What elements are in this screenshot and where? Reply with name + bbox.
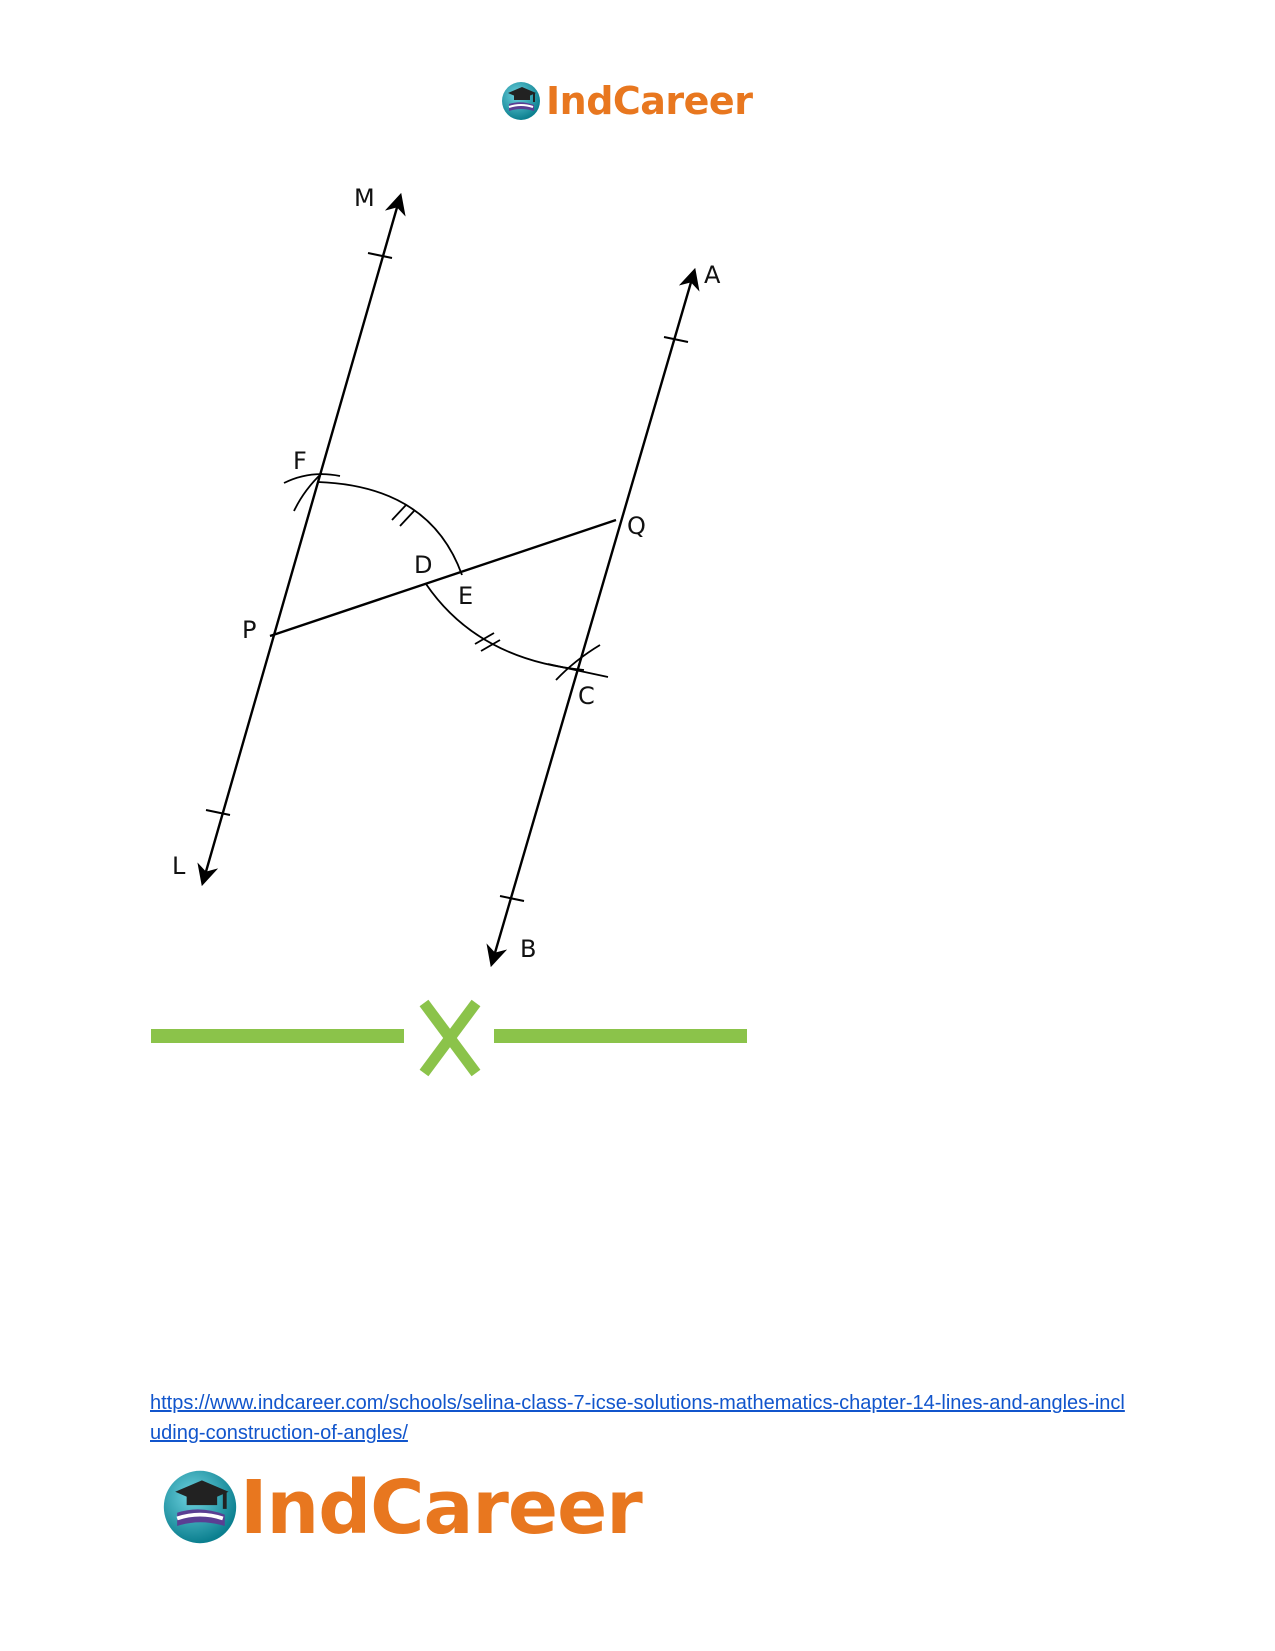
label-m: M bbox=[354, 184, 375, 212]
source-link[interactable]: https://www.indcareer.com/schools/selina-class-7-icse-solutions-mathematics-chapter-14-lines-and-angles-including-construction-of-angles/ bbox=[150, 1392, 1125, 1444]
brand-name: IndCareer bbox=[546, 79, 753, 123]
tick-lm-top bbox=[368, 253, 392, 258]
line-lm bbox=[203, 197, 400, 882]
label-e: E bbox=[458, 582, 474, 610]
double-tick-upper-1 bbox=[392, 505, 406, 520]
arc-mark-f-1 bbox=[284, 474, 340, 483]
label-l: L bbox=[172, 852, 186, 880]
label-b: B bbox=[520, 935, 537, 963]
label-c: C bbox=[578, 682, 595, 710]
arc-f-e bbox=[318, 482, 462, 575]
arc-d-c bbox=[426, 584, 584, 670]
tick-lm-bottom bbox=[206, 810, 230, 815]
x-mark-icon bbox=[424, 1003, 476, 1073]
line-ba bbox=[492, 272, 694, 963]
label-d: D bbox=[414, 551, 433, 579]
label-q: Q bbox=[627, 512, 646, 540]
label-a: A bbox=[704, 261, 721, 289]
brand-name: IndCareer bbox=[240, 1465, 642, 1551]
divider bbox=[151, 1003, 747, 1073]
graduation-cap-book-globe-icon bbox=[160, 1467, 240, 1547]
double-tick-upper-2 bbox=[400, 511, 414, 526]
label-f: F bbox=[293, 447, 307, 475]
label-p: P bbox=[242, 616, 257, 644]
